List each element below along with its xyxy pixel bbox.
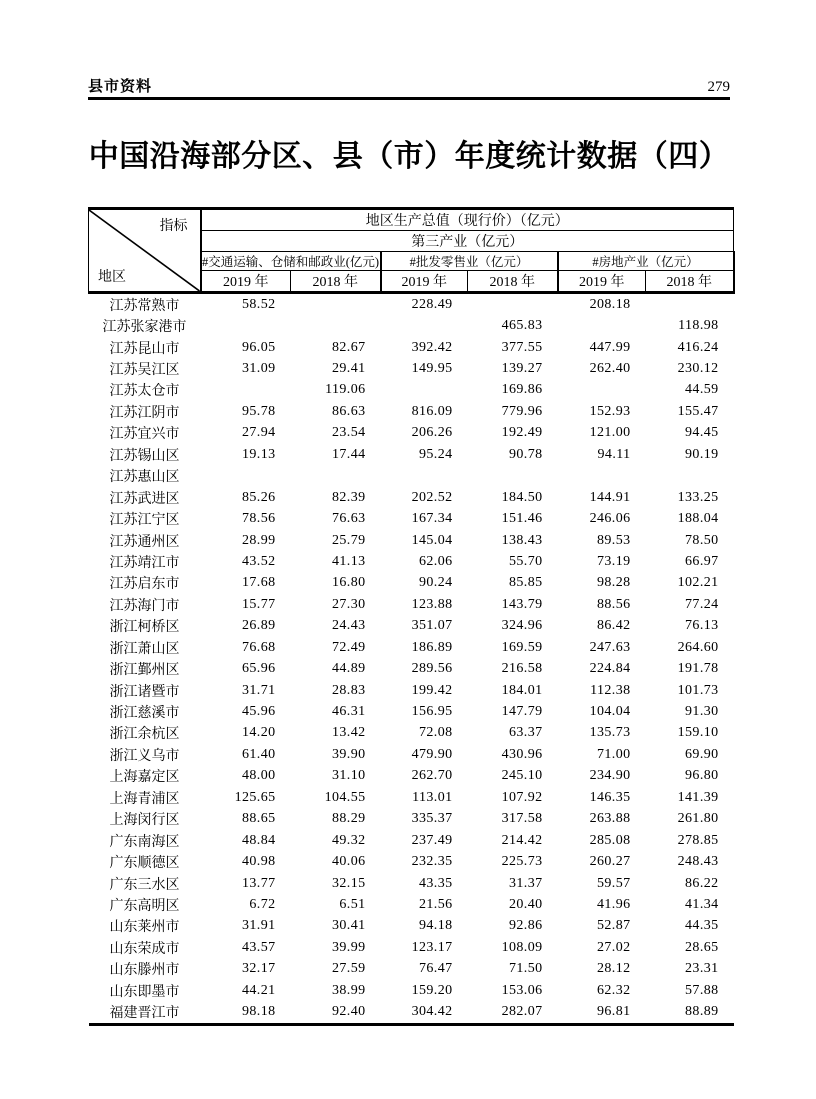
value-cell: 76.13 — [685, 618, 719, 634]
region-cell: 山东滕州市 — [109, 963, 180, 979]
value-cell: 188.04 — [677, 511, 719, 527]
value-cell: 351.07 — [411, 618, 453, 634]
value-cell: 43.57 — [242, 939, 276, 955]
table-row — [89, 401, 734, 422]
value-cell — [201, 315, 291, 336]
value-cell: 76.63 — [332, 511, 366, 527]
value-cell: 285.08 — [589, 832, 631, 848]
page-number: 279 — [707, 79, 730, 95]
value-cell: 123.17 — [411, 939, 453, 955]
value-cell: 85.26 — [242, 489, 276, 505]
table-row — [89, 444, 734, 465]
value-cell: 816.09 — [411, 403, 453, 419]
value-cell — [646, 466, 734, 487]
value-cell: 262.70 — [411, 768, 453, 784]
value-cell — [468, 293, 558, 316]
value-cell: 779.96 — [501, 403, 543, 419]
value-cell: 40.06 — [332, 854, 366, 870]
value-cell: 62.06 — [419, 553, 453, 569]
value-cell: 88.56 — [597, 596, 631, 612]
value-cell: 138.43 — [501, 532, 543, 548]
value-cell: 95.78 — [242, 403, 276, 419]
value-cell: 46.31 — [332, 704, 366, 720]
region-cell: 江苏锡山区 — [109, 448, 180, 464]
value-cell: 304.42 — [381, 1001, 468, 1024]
region-cell: 山东荣成市 — [109, 941, 180, 957]
header-gdp: 地区生产总值（现行价）（亿元） — [201, 209, 734, 231]
value-cell: 44.59 — [685, 382, 719, 398]
corner-indicator-label: 指标 — [159, 219, 188, 234]
value-cell: 156.95 — [411, 704, 453, 720]
value-cell: 118.98 — [678, 318, 719, 334]
value-cell: 92.86 — [509, 918, 543, 934]
header-tertiary-industry: 第三产业（亿元） — [201, 231, 734, 252]
value-cell: 29.41 — [332, 361, 366, 377]
value-cell: 141.39 — [677, 789, 719, 805]
region-cell: 上海闵行区 — [109, 813, 180, 829]
value-cell — [558, 315, 646, 336]
table-row — [89, 851, 734, 872]
value-cell: 44.35 — [685, 918, 719, 934]
value-cell: 159.20 — [411, 982, 453, 998]
year-header: 2018 年 — [646, 271, 734, 293]
value-cell: 335.37 — [411, 811, 453, 827]
value-cell: 86.22 — [685, 875, 719, 891]
table-row — [89, 530, 734, 551]
value-cell: 153.06 — [501, 982, 543, 998]
group-header-transport: #交通运输、仓储和邮政业(亿元) — [201, 252, 381, 271]
table-row — [89, 830, 734, 851]
corner-region-label: 地区 — [98, 270, 126, 285]
value-cell: 184.50 — [501, 489, 543, 505]
value-cell: 96.81 — [558, 1001, 646, 1024]
corner-cell — [89, 209, 201, 293]
value-cell: 76.47 — [419, 961, 453, 977]
value-cell: 58.52 — [242, 296, 276, 312]
table-body — [89, 293, 734, 1025]
value-cell: 78.56 — [242, 511, 276, 527]
value-cell: 28.12 — [597, 961, 631, 977]
header-rule — [88, 97, 730, 100]
value-cell: 27.30 — [332, 596, 366, 612]
table-row — [89, 508, 734, 529]
section-label: 县市资料 — [88, 79, 153, 95]
value-cell: 82.67 — [332, 339, 366, 355]
value-cell: 206.26 — [411, 425, 453, 441]
region-cell: 江苏宜兴市 — [109, 427, 180, 443]
table-row — [89, 594, 734, 615]
value-cell: 96.05 — [242, 339, 276, 355]
value-cell — [381, 315, 468, 336]
value-cell: 26.89 — [242, 618, 276, 634]
value-cell: 123.88 — [411, 596, 453, 612]
value-cell: 30.41 — [332, 918, 366, 934]
value-cell: 78.50 — [685, 532, 719, 548]
value-cell: 416.24 — [677, 339, 719, 355]
table-row — [89, 744, 734, 765]
value-cell — [291, 315, 381, 336]
region-cell: 浙江义乌市 — [109, 748, 180, 764]
table-row — [89, 959, 734, 980]
value-cell: 246.06 — [589, 511, 631, 527]
value-cell: 85.85 — [509, 575, 543, 591]
value-cell: 72.08 — [419, 725, 453, 741]
table-row — [89, 616, 734, 637]
value-cell: 263.88 — [589, 811, 631, 827]
value-cell: 62.32 — [597, 982, 631, 998]
value-cell — [201, 380, 291, 401]
value-cell: 261.80 — [677, 811, 719, 827]
value-cell: 104.04 — [589, 704, 631, 720]
value-cell: 152.93 — [589, 403, 631, 419]
value-cell: 88.29 — [332, 811, 366, 827]
table-row — [89, 337, 734, 358]
value-cell: 192.49 — [501, 425, 543, 441]
region-cell: 江苏武进区 — [109, 491, 180, 507]
value-cell: 98.28 — [597, 575, 631, 591]
value-cell: 234.90 — [589, 768, 631, 784]
value-cell: 145.04 — [411, 532, 453, 548]
value-cell: 225.73 — [501, 854, 543, 870]
value-cell: 230.12 — [677, 361, 719, 377]
value-cell: 133.25 — [677, 489, 719, 505]
value-cell: 41.96 — [597, 896, 631, 912]
value-cell: 282.07 — [468, 1001, 558, 1024]
value-cell: 159.10 — [677, 725, 719, 741]
value-cell: 237.49 — [411, 832, 453, 848]
value-cell: 31.71 — [242, 682, 276, 698]
value-cell: 14.20 — [242, 725, 276, 741]
value-cell: 27.59 — [332, 961, 366, 977]
value-cell: 27.02 — [597, 939, 631, 955]
value-cell — [201, 466, 291, 487]
value-cell: 89.53 — [597, 532, 631, 548]
value-cell: 17.68 — [242, 575, 276, 591]
value-cell: 43.52 — [242, 553, 276, 569]
value-cell: 199.42 — [411, 682, 453, 698]
region-cell: 江苏启东市 — [109, 577, 180, 593]
value-cell: 228.49 — [411, 296, 453, 312]
region-cell: 福建晋江市 — [89, 1001, 201, 1024]
table-row — [89, 380, 734, 401]
value-cell: 38.99 — [332, 982, 366, 998]
statistics-table — [88, 207, 735, 1026]
value-cell: 113.01 — [412, 789, 453, 805]
value-cell: 63.37 — [509, 725, 543, 741]
value-cell: 167.34 — [411, 511, 453, 527]
value-cell: 40.98 — [242, 854, 276, 870]
value-cell: 90.19 — [685, 446, 719, 462]
table-row — [89, 766, 734, 787]
value-cell: 264.60 — [677, 639, 719, 655]
value-cell: 61.40 — [242, 746, 276, 762]
value-cell: 91.30 — [685, 704, 719, 720]
value-cell: 98.18 — [201, 1001, 291, 1024]
value-cell: 289.56 — [411, 661, 453, 677]
table-row — [89, 637, 734, 658]
region-cell: 浙江柯桥区 — [109, 620, 180, 636]
value-cell: 479.90 — [411, 746, 453, 762]
value-cell: 31.91 — [242, 918, 276, 934]
value-cell: 262.40 — [589, 361, 631, 377]
value-cell: 69.90 — [685, 746, 719, 762]
value-cell: 15.77 — [242, 596, 276, 612]
value-cell — [381, 466, 468, 487]
value-cell: 232.35 — [411, 854, 453, 870]
value-cell: 41.13 — [332, 553, 366, 569]
value-cell: 57.88 — [685, 982, 719, 998]
value-cell: 191.78 — [677, 661, 719, 677]
value-cell: 245.10 — [501, 768, 543, 784]
value-cell: 317.58 — [501, 811, 543, 827]
table-row — [89, 723, 734, 744]
value-cell: 92.40 — [291, 1001, 381, 1024]
value-cell: 94.45 — [685, 425, 719, 441]
value-cell: 52.87 — [597, 918, 631, 934]
value-cell: 377.55 — [501, 339, 543, 355]
value-cell: 66.97 — [685, 553, 719, 569]
value-cell: 20.40 — [509, 896, 543, 912]
value-cell: 59.57 — [597, 875, 631, 891]
value-cell: 55.70 — [509, 553, 543, 569]
value-cell — [381, 380, 468, 401]
value-cell: 45.96 — [242, 704, 276, 720]
value-cell: 23.31 — [685, 961, 719, 977]
table-row — [89, 487, 734, 508]
value-cell: 119.06 — [325, 382, 366, 398]
year-header: 2018 年 — [468, 271, 558, 293]
region-cell: 上海嘉定区 — [109, 770, 180, 786]
value-cell: 49.32 — [332, 832, 366, 848]
value-cell — [646, 293, 734, 316]
region-cell: 广东高明区 — [109, 898, 180, 914]
value-cell: 102.21 — [677, 575, 719, 591]
value-cell: 430.96 — [501, 746, 543, 762]
value-cell: 39.90 — [332, 746, 366, 762]
value-cell: 260.27 — [589, 854, 631, 870]
value-cell: 144.91 — [589, 489, 631, 505]
value-cell: 23.54 — [332, 425, 366, 441]
value-cell: 135.73 — [589, 725, 631, 741]
value-cell: 94.11 — [597, 446, 631, 462]
value-cell: 86.63 — [332, 403, 366, 419]
value-cell: 184.01 — [501, 682, 543, 698]
value-cell: 94.18 — [419, 918, 453, 934]
value-cell: 247.63 — [589, 639, 631, 655]
table-row — [89, 980, 734, 1001]
value-cell: 31.09 — [242, 361, 276, 377]
region-cell: 广东南海区 — [109, 834, 180, 850]
table-header — [89, 209, 734, 293]
value-cell: 108.09 — [501, 939, 543, 955]
value-cell — [558, 380, 646, 401]
value-cell: 143.79 — [501, 596, 543, 612]
value-cell: 24.43 — [332, 618, 366, 634]
value-cell: 95.24 — [419, 446, 453, 462]
value-cell: 48.84 — [242, 832, 276, 848]
value-cell: 324.96 — [501, 618, 543, 634]
value-cell: 39.99 — [332, 939, 366, 955]
table-row — [89, 423, 734, 444]
value-cell: 104.55 — [324, 789, 366, 805]
value-cell: 16.80 — [332, 575, 366, 591]
table-row — [89, 809, 734, 830]
value-cell: 44.21 — [242, 982, 276, 998]
value-cell: 88.89 — [646, 1001, 734, 1024]
region-cell: 浙江余杭区 — [109, 727, 180, 743]
value-cell: 447.99 — [589, 339, 631, 355]
year-header: 2018 年 — [291, 271, 381, 293]
table-row — [89, 680, 734, 701]
value-cell: 86.42 — [597, 618, 631, 634]
value-cell: 121.00 — [589, 425, 631, 441]
table-row — [89, 573, 734, 594]
value-cell: 90.24 — [419, 575, 453, 591]
value-cell: 48.00 — [242, 768, 276, 784]
value-cell: 77.24 — [685, 596, 719, 612]
value-cell: 65.96 — [242, 661, 276, 677]
value-cell: 278.85 — [677, 832, 719, 848]
value-cell: 71.00 — [597, 746, 631, 762]
region-cell: 江苏常熟市 — [109, 298, 180, 314]
region-cell: 江苏靖江市 — [109, 555, 180, 571]
region-cell: 江苏惠山区 — [109, 470, 180, 486]
value-cell: 44.89 — [332, 661, 366, 677]
region-cell: 山东莱州市 — [109, 920, 180, 936]
value-cell: 125.65 — [234, 789, 276, 805]
value-cell: 216.58 — [501, 661, 543, 677]
region-cell: 江苏江阴市 — [109, 405, 180, 421]
region-cell: 江苏海门市 — [109, 598, 180, 614]
table-row — [89, 551, 734, 572]
group-header-real-estate: #房地产业（亿元） — [558, 252, 734, 271]
value-cell: 32.15 — [332, 875, 366, 891]
table-row — [89, 658, 734, 679]
value-cell: 214.42 — [501, 832, 543, 848]
value-cell: 224.84 — [589, 661, 631, 677]
region-cell: 江苏通州区 — [109, 534, 180, 550]
table-row — [89, 701, 734, 722]
value-cell: 169.59 — [501, 639, 543, 655]
value-cell: 27.94 — [242, 425, 276, 441]
table-row — [89, 873, 734, 894]
value-cell: 41.34 — [685, 896, 719, 912]
table-row — [89, 916, 734, 937]
value-cell: 112.38 — [590, 682, 631, 698]
region-cell: 浙江慈溪市 — [109, 706, 180, 722]
value-cell: 13.77 — [242, 875, 276, 891]
value-cell: 6.51 — [339, 896, 366, 912]
value-cell: 186.89 — [411, 639, 453, 655]
region-cell: 江苏江宁区 — [109, 513, 180, 529]
region-cell: 江苏张家港市 — [102, 320, 187, 336]
region-cell: 广东三水区 — [109, 877, 180, 893]
value-cell: 151.46 — [501, 511, 543, 527]
region-cell: 浙江鄞州区 — [109, 663, 180, 679]
value-cell: 31.37 — [509, 875, 543, 891]
region-cell: 江苏昆山市 — [109, 341, 180, 357]
value-cell: 248.43 — [677, 854, 719, 870]
value-cell: 76.68 — [242, 639, 276, 655]
value-cell: 82.39 — [332, 489, 366, 505]
value-cell — [291, 293, 381, 316]
value-cell — [558, 466, 646, 487]
value-cell: 465.83 — [501, 318, 543, 334]
value-cell: 21.56 — [419, 896, 453, 912]
value-cell: 202.52 — [411, 489, 453, 505]
page-title: 中国沿海部分区、县（市）年度统计数据（四） — [88, 140, 730, 173]
table-row — [89, 894, 734, 915]
year-header: 2019 年 — [381, 271, 468, 293]
value-cell: 155.47 — [677, 403, 719, 419]
region-cell: 浙江诸暨市 — [109, 684, 180, 700]
value-cell: 31.10 — [332, 768, 366, 784]
value-cell: 13.42 — [332, 725, 366, 741]
value-cell: 90.78 — [509, 446, 543, 462]
region-cell: 广东顺德区 — [109, 856, 180, 872]
region-cell: 江苏太仓市 — [109, 384, 180, 400]
value-cell: 146.35 — [589, 789, 631, 805]
value-cell: 17.44 — [332, 446, 366, 462]
table-row — [89, 315, 734, 336]
value-cell: 25.79 — [332, 532, 366, 548]
region-cell: 浙江萧山区 — [109, 641, 180, 657]
table-row — [89, 466, 734, 487]
value-cell: 19.13 — [242, 446, 276, 462]
value-cell: 28.99 — [242, 532, 276, 548]
value-cell: 147.79 — [501, 704, 543, 720]
value-cell: 139.27 — [501, 361, 543, 377]
value-cell: 32.17 — [242, 961, 276, 977]
running-head — [88, 74, 730, 96]
table-row — [89, 293, 734, 316]
value-cell: 149.95 — [411, 361, 453, 377]
year-header: 2019 年 — [201, 271, 291, 293]
value-cell: 88.65 — [242, 811, 276, 827]
table-row — [89, 787, 734, 808]
value-cell: 6.72 — [249, 896, 276, 912]
value-cell: 28.65 — [685, 939, 719, 955]
value-cell: 392.42 — [411, 339, 453, 355]
region-cell: 山东即墨市 — [109, 984, 180, 1000]
table-row — [89, 1001, 734, 1024]
value-cell: 107.92 — [501, 789, 543, 805]
value-cell: 72.49 — [332, 639, 366, 655]
table-row — [89, 358, 734, 379]
value-cell: 28.83 — [332, 682, 366, 698]
year-header: 2019 年 — [558, 271, 646, 293]
value-cell: 169.86 — [501, 382, 543, 398]
region-cell: 上海青浦区 — [109, 791, 180, 807]
value-cell — [291, 466, 381, 487]
group-header-wholesale-retail: #批发零售业（亿元） — [381, 252, 558, 271]
table-row — [89, 937, 734, 958]
value-cell: 73.19 — [597, 553, 631, 569]
value-cell: 101.73 — [677, 682, 719, 698]
value-cell: 43.35 — [419, 875, 453, 891]
region-cell: 江苏吴江区 — [109, 363, 180, 379]
value-cell — [468, 466, 558, 487]
value-cell: 96.80 — [685, 768, 719, 784]
value-cell: 208.18 — [589, 296, 631, 312]
value-cell: 71.50 — [509, 961, 543, 977]
